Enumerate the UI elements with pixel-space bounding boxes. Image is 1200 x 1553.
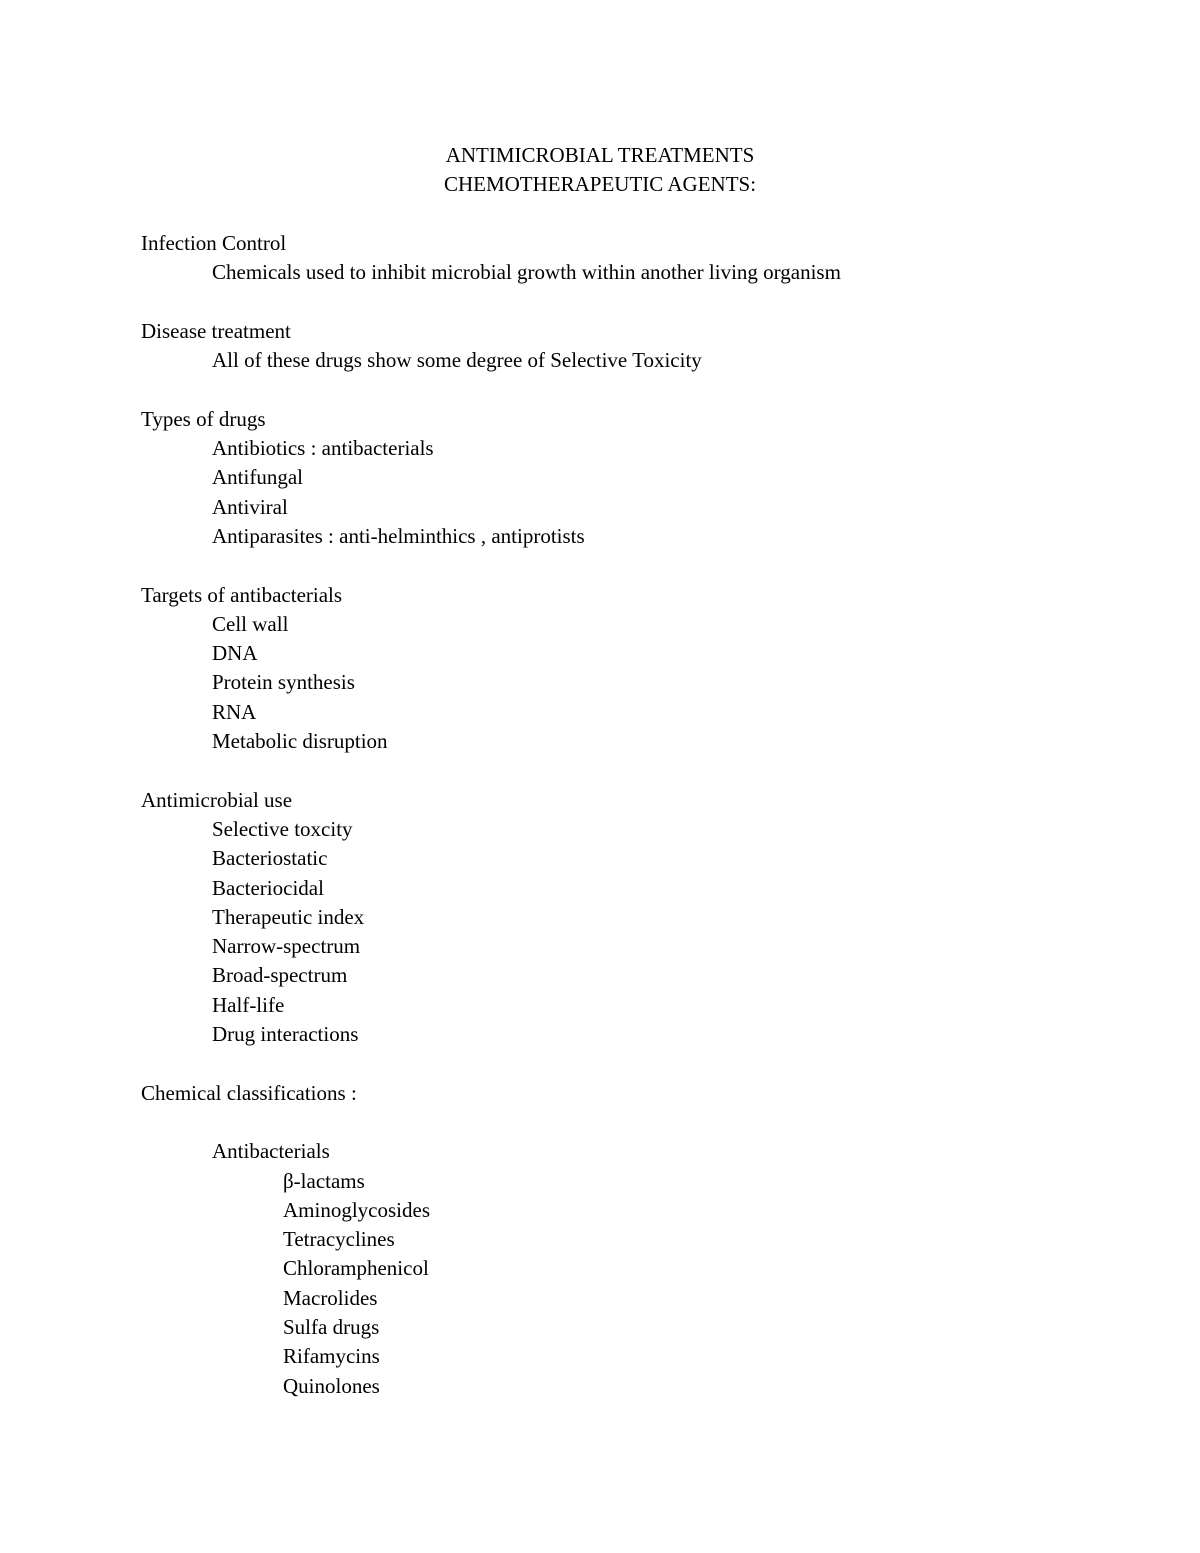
spacer [141,551,1121,580]
spacer [141,375,1121,404]
section-item: Therapeutic index [212,904,365,929]
spacer [141,288,1121,317]
section-targets [141,581,1121,757]
section-types-of-drugs [141,405,1121,551]
section-item: Antiviral [212,494,288,519]
section-heading: Chemical classifications : [141,1080,357,1105]
section-item: Bacteriostatic [212,846,328,871]
section-item: Narrow-spectrum [212,934,361,959]
section-heading: Infection Control [141,231,287,255]
document-body [141,229,1121,1401]
section-item: Cell wall [212,611,289,636]
section-item: Quinolones [283,1373,380,1398]
section-heading: Antimicrobial use [141,787,293,812]
section-item: All of these drugs show some degree of Selective Toxicity [212,348,702,373]
section-item: Selective toxcity [212,816,353,841]
title-line-2: CHEMOTHERAPEUTIC AGENTS: [443,172,757,197]
section-infection-control [141,229,1121,288]
section-item: β-lactams [283,1168,365,1193]
section-heading: Types of drugs [141,406,266,431]
section-item: Macrolides [283,1285,378,1310]
section-item: Half-life [212,992,285,1017]
title-line-1: ANTIMICROBIAL TREATMENTS [445,143,755,167]
section-item: Broad-spectrum [212,963,348,988]
section-item: Antiparasites : anti-helminthics , antiprotists [212,523,585,548]
section-item: Tetracyclines [283,1227,395,1252]
section-heading: Disease treatment [141,318,291,343]
section-item: Aminoglycosides [283,1197,430,1222]
section-item: Chloramphenicol [283,1256,429,1281]
section-item: Protein synthesis [212,670,355,695]
document-title [0,141,1200,200]
section-item: Drug interactions [212,1022,359,1047]
spacer [141,1049,1121,1078]
section-item: Metabolic disruption [212,729,388,754]
section-item: Rifamycins [283,1344,380,1369]
section-chemical-classifications [141,1079,1121,1401]
section-subheading: Antibacterials [212,1139,330,1164]
section-item: Chemicals used to inhibit microbial growth within another living organism [212,260,841,285]
spacer [141,1108,1121,1137]
section-item: Antifungal [212,465,303,490]
section-item: Sulfa drugs [283,1314,380,1339]
spacer [141,756,1121,785]
section-antimicrobial-use [141,786,1121,1050]
section-item: Antibiotics : antibacterials [212,436,434,461]
section-heading: Targets of antibacterials [141,582,343,607]
section-disease-treatment [141,317,1121,376]
section-item: RNA [212,699,257,724]
section-item: DNA [212,641,258,666]
section-item: Bacteriocidal [212,875,324,900]
